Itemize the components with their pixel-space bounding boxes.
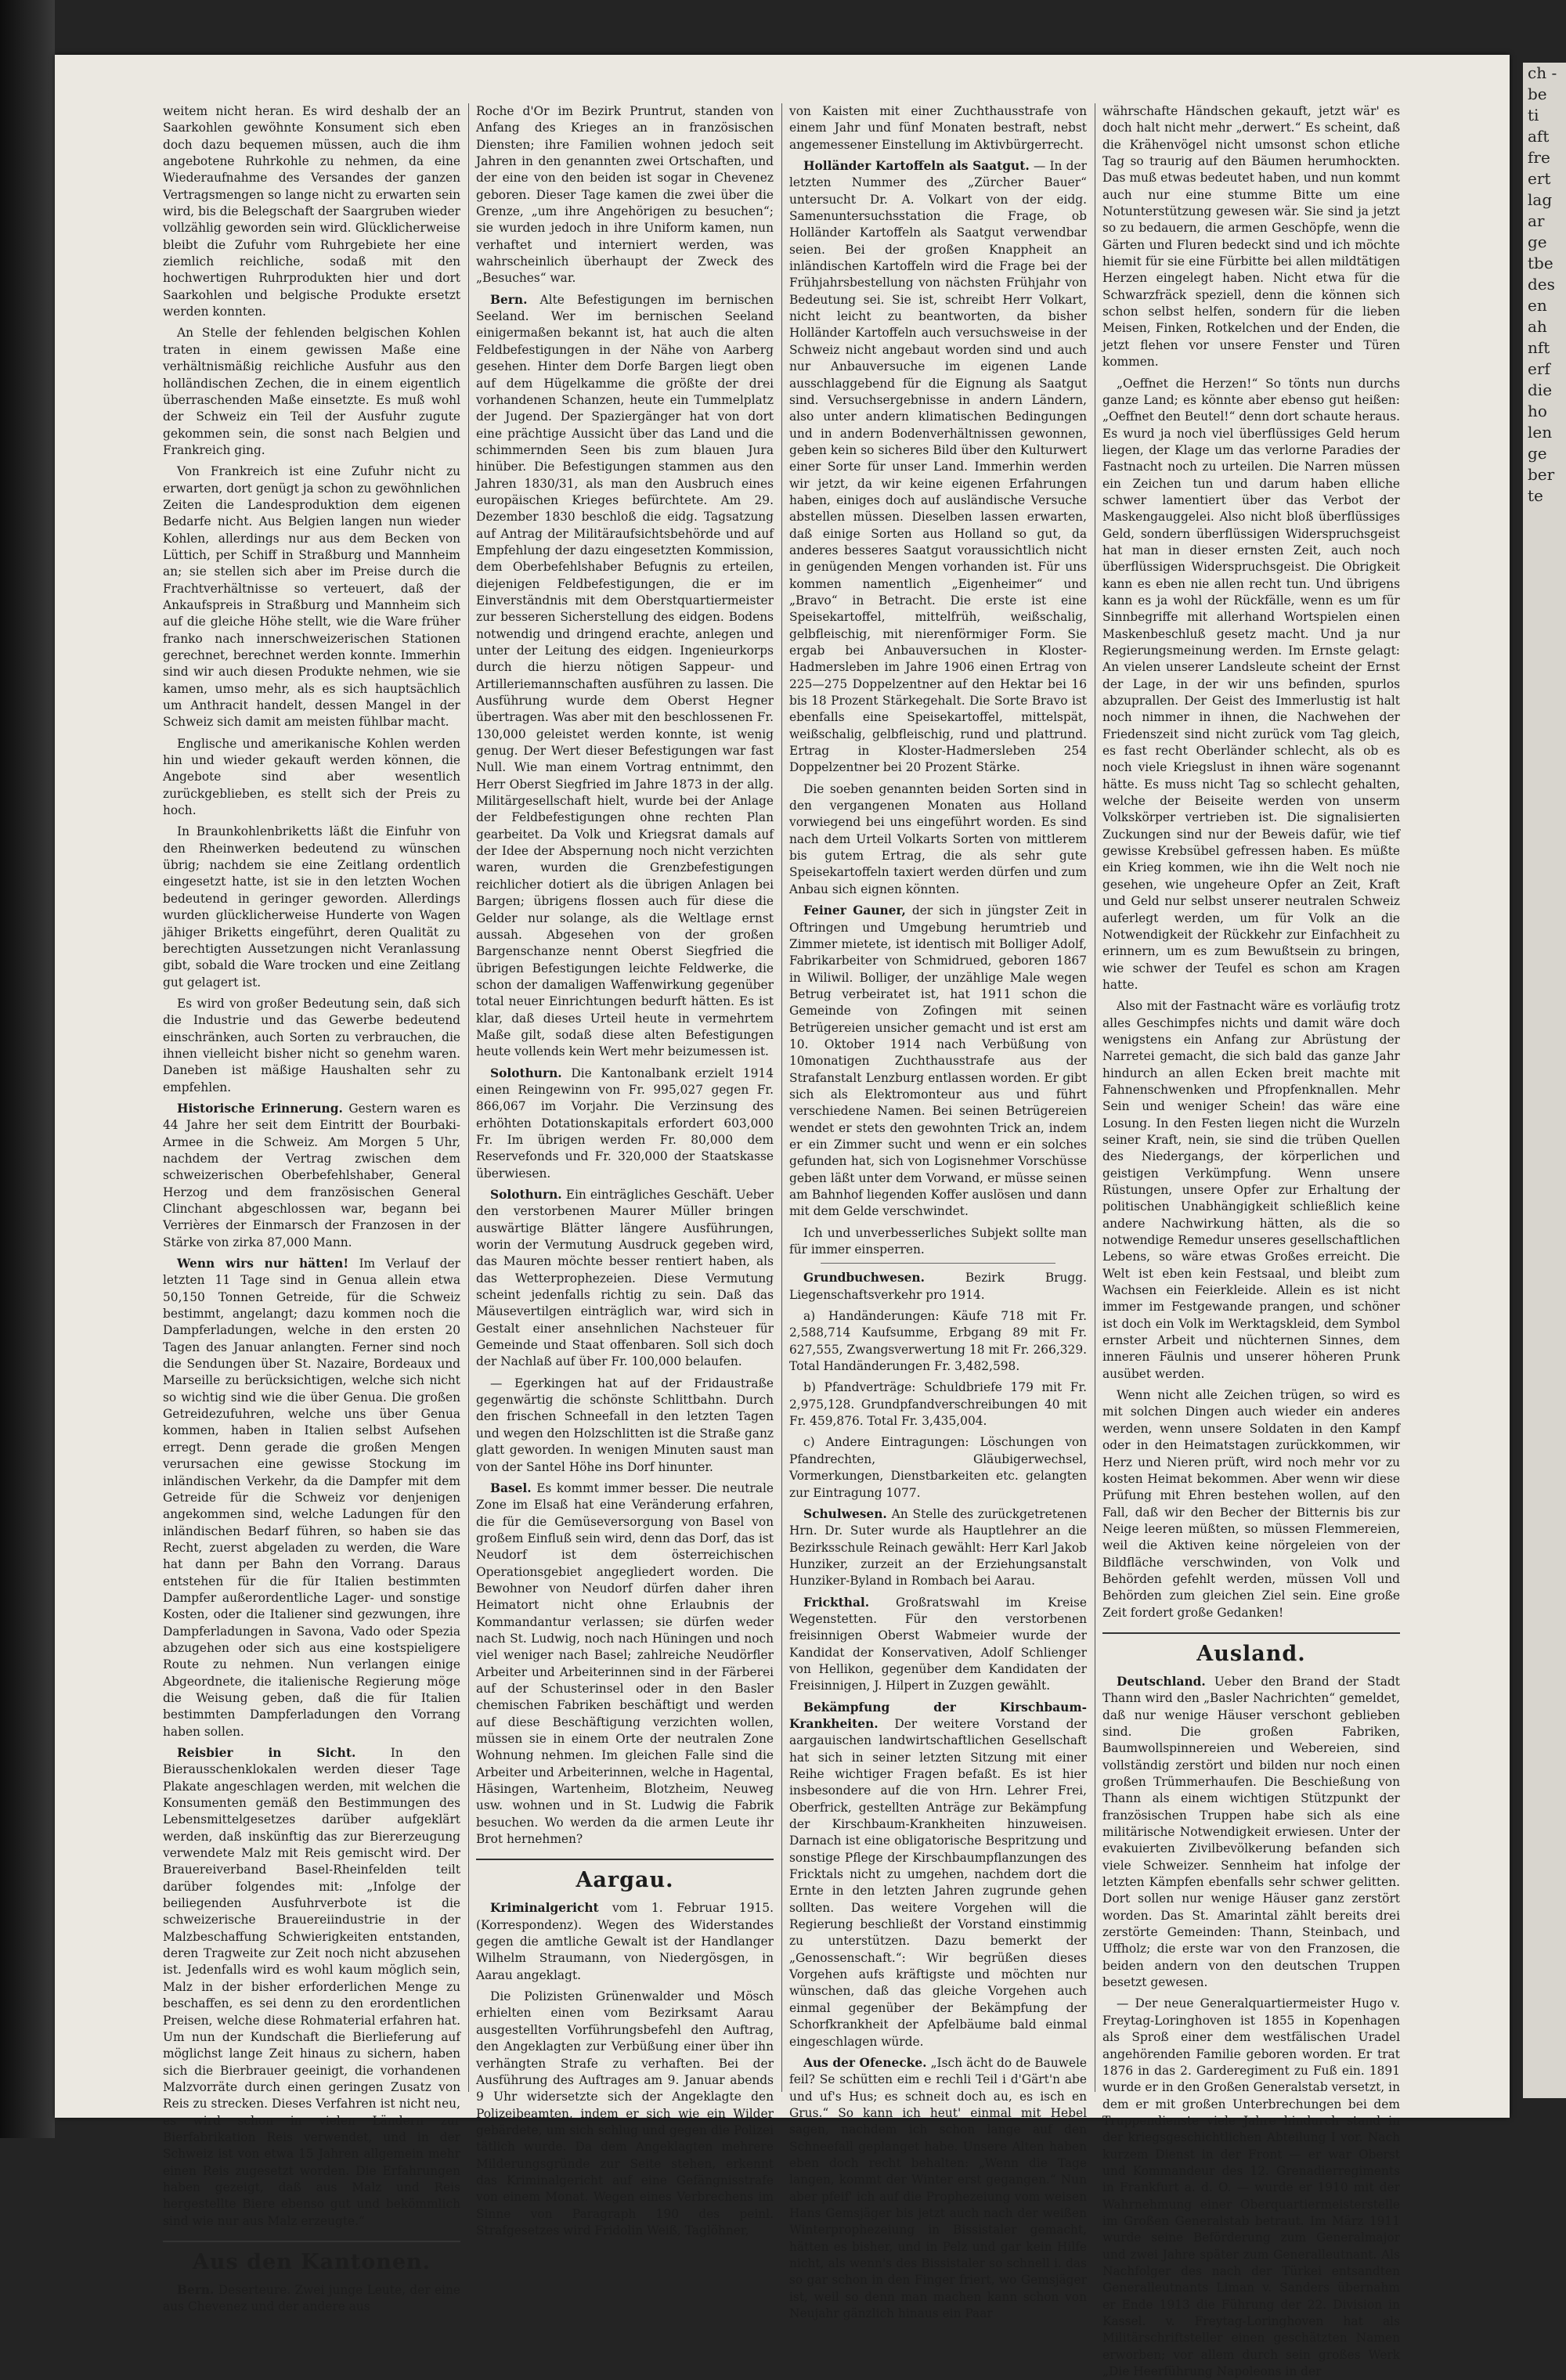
adjacent-page-text-fragment: lag: [1528, 190, 1553, 209]
news-item-text: Es kommt immer besser. Die neutrale Zone im Elsaß hat eine Veränderung erfahren, die für die Gemüseversorgung von Basel von großem Einfluß sein wird, denn das Dorf, das ist Neudorf ist dem österreichischen Operationsgebiet angegliedert worden. Die Bewohner von Neudorf dürfen daher ihren Heimatort nicht ohne Erlaubnis der Kommandantur verlassen; sie dürfen weder nach St. Ludwig, noch nach Hüningen und noch viel weniger nach Basel; zahlreiche Neudörfler Arbeiter und Arbeiterinnen sind in der Färberei auf der Schusterinsel oder in den Basler chemischen Fabriken beschäftigt und werden auf diese Beschäftigung verzichten wollen, müssen sie in einem Orte der neutralen Zone Wohnung nehmen. Im gleichen Falle sind die Arbeiter und Arbeiterinnen, welche in Hagental, Häsingen, Wartenheim, Blotzheim, Neuweg usw. wohnen und in St. Ludwig die Fabrik besuchen. Wo werden da die armen Leute ihr Brot hernehmen?: [476, 1480, 774, 1847]
newspaper-page: [55, 55, 1510, 2379]
adjacent-page-text-fragment: ti: [1528, 106, 1539, 124]
adjacent-page-text-fragment: ar: [1528, 211, 1545, 230]
news-item: [789, 903, 1087, 1221]
news-item-lead: Solothurn.: [490, 1188, 562, 1202]
paragraph: Wenn nicht alle Zeichen trügen, so wird es mit solchen Dingen auch wieder ein anderes werden, wenn unsere Soldaten in den Kampf oder in den Heimatstagen zurückkommen, wir Herz und Nieren prüft, wird noch mehr vor zu kosten Heimat bekommen. Aber wenn wir diese Prüfung mit Ehren bestehen wollen, auf den Fall, daß wir den Becher der Bitternis bis zur Neige leeren müßten, so müssen Flemmereien, weil die Aktiven keine nörgeleien von der Bildfläche verschwinden, von Volk und Behörden gefehlt werden, müssen Voll und Behörden zum gleichen Ziel sein. Eine große Zeit fordert große Gedanken!: [1102, 1388, 1400, 1620]
news-item-lead: Reisbier in Sicht.: [177, 1746, 356, 1760]
scan-background-left: [0, 0, 55, 2138]
paragraph: währschafte Händschen gekauft, jetzt wär' es doch halt nicht mehr „derwert.“ Es scheint, daß die Krähenvögel nicht umsonst schon etliche Tag so traurig auf den Bäumen herumhockten. Das muß etwas bedeutet haben, und nun kommt auch nur eine stumme Bitte um eine Notunterstützung gewesen wär. Sie sind ja jetzt so zu bedauern, die armen Geschöpfe, wenn die Gärten und Fluren bedeckt sind und ich möchte hiemit für sie eine Fürbitte bei allen mildtätigen Herzen eingelegt haben. Nicht etwa für die Schwarzfräck speziell, denn die können sich schon selbst helfen, sondern für die lieben Meisen, Finken, Rotkelchen und der Enden, die jetzt flehen vor unsere Fenster und Türen kommen.: [1102, 104, 1400, 370]
news-item-text: Der weitere Vorstand der aargauischen landwirtschaftlichen Gesellschaft hat sich in seiner letzten Sitzung mit einer Reihe wichtiger Fragen befaßt. Es ist hier insbesondere auf die von Hrn. Lehrer Frei, Oberfrick, gestellten Anträge zur Bekämpfung der Kirschbaum-Krankheiten hinzuweisen. Darnach ist eine obligatorische Bespritzung und sonstige Pflege der Kirschbaumpflanzungen des Fricktals nicht zu umgehen, nachdem dort die Ernte in den letzten Jahren zugrunde gehen sollten. Das weitere Vorgehen will die Regierung beschließt der Vorstand einstimmig zu unterstützen. Dazu bemerkt der „Genossenschaft.“: Wir begrüßen dieses Vorgehen aufs kräftigste und möchten nur wünschen, daß das gleiche Vorgehen auch einmal gegenüber der Bekämpfung der Schorfkrankheit der Apfelbäume bald einmal eingeschlagen würde.: [789, 1716, 1087, 2049]
section-heading: Aus den Kantonen.: [163, 2241, 460, 2274]
paragraph: Also mit der Fastnacht wäre es vorläufig trotz alles Geschimpfes nichts und damit wäre doch wenigstens ein Anfang zur Abrüstung der Narretei gemacht, die sich bald das ganze Jahr hindurch an allen Ecken breit machte mit Fahnenschwenken und Pfropfenknallen. Mehr Sein und weniger Schein! das wäre eine Losung. In den Festen liegen nicht die Wurzeln seiner Kraft, nein, sie sind die trüben Quellen des Niedergangs, der körperlichen und geistigen Verkümpfung. Wenn unsere Rüstungen, unsere Opfer zur Erhaltung der politischen Unabhängigkeit schließlich keine andere Nachwirkung hätten, als die so notwendige Remedur unseres gesellschaftlichen Lebens, so wäre etwas Großes erreicht. Die Welt ist eben kein Festsaal, und bleibt zum Wachsen ein Feierkleide. Allein es ist nicht immer im Festgewande prangen, und schöner ist doch ein Volk im Werktagskleid, dem Symbol ernster Arbeit und nüchternen Sinnes, dem inneren Fäulnis und unserer höheren Prunk ausübet werden.: [1102, 999, 1400, 1381]
news-item: [163, 1745, 460, 2230]
section-heading: Ausland.: [1102, 1632, 1400, 1666]
news-item-text: Bezirk Brugg. Liegenschaftsverkehr pro 1914.: [789, 1271, 1087, 1302]
news-item: [789, 1506, 1087, 1590]
news-item-lead: Bekämpfung der Kirschbaum-Krankheiten.: [789, 1700, 1087, 1731]
news-item: [476, 292, 774, 1061]
paragraph: — Der neue Generalquartiermeister Hugo v. Freytag-Loringhoven ist 1855 in Kopenhagen als Sproß einer dem westfälischen Uradel angehörenden Familie geboren worden. Er trat 1876 in das 2. Garderegiment zu Fuß ein. 1891 wurde er in den Großen Generalstab versetzt, in dem er mit großen Unterbrechungen bei dem Truppendienste viele Jahre hindurch stand in der kriegsgeschichtlichen Abteilung I vor. Nach kurzem Dienst in der Front — er war Oberst und Kommandeur des 12. Grenadierregiments in Frankfurt a. d. O. — wurde er 1910 mit der Wahrnehmung einer Oberquartiermeisterstelle im Großen Generalstab betraut. Im März 1911 wurde seine Beförderung zum Generalmajor und zwei Jahre später zum Generalleutnant. Als Nachfolger des nach der Türkei entsandten Generalleutnants Liman v. Sanders übernahm er Ende 1913 die Führung der 22. Division in Kassel. v. Freytag-Loringhoven hat als Militärschriftsteller einen geschätzten Namen erworben; vor allem durch sein großes Werk „Die Heerführung Napoleons in der: [1102, 1996, 1400, 2379]
news-item-text: Die Kantonalbank erzielt 1914 einen Reingewinn von Fr. 995,027 gegen Fr. 866,067 im Vorjahr. Die Verzinsung des erhöhten Dotationskapitals erfordert 603,000 Fr. Im übrigen werden Fr. 80,000 dem Reservefonds und Fr. 320,000 der Staatskasse überwiesen.: [476, 1066, 774, 1181]
news-item-text: An Stelle des zurückgetretenen Hrn. Dr. Suter wurde als Hauptlehrer an die Bezirksschule Reinach gewählt: Herr Karl Jakob Hunziker, zurzeit an der Erziehungsanstalt Hunziker-Byland in Rombach bei Aarau.: [789, 1506, 1087, 1588]
column-3: [789, 103, 1087, 2320]
paragraph: „Oeffnet die Herzen!“ So tönts nun durchs ganze Land; es könnte aber ebenso gut heißen: „Oeffnet den Beutel!“ denn dort schaute heraus. Es wurd ja noch viel überflüssiges Geld herum liegen, der Klage um das verlorne Paradies der Fastnacht noch zu urteilen. Die Narren müssen ein Zeichen tun und darum haben elliche schwer lamentiert über das Verbot der Maskengauggelei. Also nicht bloß überflüssiges Geld, sondern überflüssigen Widerspruchsgeist hat man in dieser ernsten Zeit, auch noch überflüssigen Widerspruchsgeist. Die Obrigkeit kann es eben nie allen recht tun. Und übrigens kann es ja wohl der Rückfälle, wenn es um für Sinnbegriffe mit allerhand Wortspielen einen Maskenbeschluß gesetz macht. Und ja nur Regierungsmeinung werden. Im Ernste gelagt: An vielen unserer Landsleute scheint der Ernst der Lage, in der wir uns befinden, spurlos abzuprallen. Der Geist des Immerlustig ist halt noch nimmer in ihnen, die Nachwehen der Friedenszeit sind nicht zurück vom Tag gleich, es fast recht Oberländer schlecht, als ob es noch viele Kriegslust in ihnen wäre sogenannt hätte. Es muss nicht Tag so schlecht gehalten, welche der Beiseite werden von unserm Volkskörper vertrieben ist. Die signalisierten Zuckungen sind nur der Beweis dafür, wie tief gewisse Krebsübel gefressen haben. Es müßte ein Krieg kommen, wie ihn die Welt noch nie gesehen, wie ungeheure Opfer an Zeit, Kraft und Geld nur selbst unserer neutralen Schweiz auferlegt werden, um für Volk an die Notwendigkeit der Rückkehr zur Einfachheit zu erinnern, um es zum Bewußtsein zu bringen, wie schwer der Teufel es schon am Kragen hatte.: [1102, 376, 1400, 992]
paragraph: Von Frankreich ist eine Zufuhr nicht zu erwarten, dort genügt ja schon zu gewöhnlichen Zeiten die Landesproduktion dem eigenen Bedarfe nicht. Aus Belgien langen nun wieder Kohlen, allerdings nur aus dem Becken von Lüttich, per Schiff in Straßburg und Mannheim an; sie stellen sich aber im Preise durch die Frachtverhältnisse so verteuert, daß der Ankaufspreis in Straßburg und Mannheim sich auf die gleiche Höhe stellt, wie die Ware früher franko nach innerschweizerischen Stationen gerechnet, berechnet werden konnte. Immerhin sind wir auch diesen Produkte nehmen, wie sie kamen, umso mehr, als es sich hauptsächlich um Anthracit handelt, dessen Mangel in der Schweiz sich damit am meisten fühlbar macht.: [163, 464, 460, 730]
column-rule: [781, 103, 782, 2092]
adjacent-page-edge: [1523, 63, 1566, 2098]
news-item: [1102, 1674, 1400, 1992]
news-item: [789, 2055, 1087, 2323]
column-4: [1102, 103, 1400, 2379]
adjacent-page-text-fragment: des: [1528, 275, 1555, 294]
adjacent-page-text-fragment: die: [1528, 380, 1553, 399]
column-rule: [468, 103, 469, 2092]
news-item-text: In den Bierausschenklokalen werden dieser Tage Plakate angeschlagen werden, mit welchen die Konsumenten gemäß den Bestimmungen des Lebensmittelgesetzes darüber aufgeklärt werden, daß inskünftig das zur Biererzeugung verwendete Malz mit Reis gemischt wird. Der Brauereiverband Basel-Rheinfelden teilt darüber folgendes mit: „Infolge der beiliegenden Ausfuhrverbote ist die schweizerische Brauereiindustrie in der Malzbeschaffung Schwierigkeiten entstanden, deren Tragweite zur Zeit noch nicht abzusehen ist. Jedenfalls wird es wohl kaum möglich sein, Malz in der bisher erforderlichen Menge zu beschaffen, es sei denn zu den erordentlichen Preisen, welche diese Rohmaterial erfahren hat. Um nun der Kundschaft die Bierlieferung auf möglichst lange Zeit hinaus zu sichern, haben sich die Bierbrauer geeinigt, die vorhandenen Malzvorräte durch einen geringen Zusatz von Reis zu strecken. Dieses Verfahren ist nicht neu, es wird schon in vielen Ländern zur Bierfabrikation Reis verwendet, und in der Schweiz ist von etwa 15 Jahren allgemein mehr einen Reis zugesetzt worden. Die Erfahrungen haben gezeigt, daß aus Malz und Reis hergestellte Biere ebenso gut und bekömmlich sind wie nur aus Malz erzeugte.“: [163, 1746, 460, 2228]
divider: [821, 1263, 1055, 1264]
adjacent-page-text-fragment: ge: [1528, 444, 1547, 463]
adjacent-page-text-fragment: fre: [1528, 148, 1550, 167]
news-item: [476, 1187, 774, 1371]
column-2: [476, 103, 774, 2238]
news-item-text: Deserteure. Zwei junge Leute, der eine aus Chevenez und der andere aus: [163, 2282, 460, 2314]
adjacent-page-text-fragment: ho: [1528, 402, 1547, 420]
adjacent-page-text-fragment: ber: [1528, 465, 1555, 484]
adjacent-page-text-fragment: ge: [1528, 233, 1547, 251]
news-item-lead: Solothurn.: [490, 1066, 562, 1080]
news-item-lead: Grundbuchwesen.: [803, 1271, 925, 1286]
adjacent-page-text-fragment: tbe: [1528, 254, 1553, 272]
paragraph: Roche d'Or im Bezirk Pruntrut, standen von Anfang des Krieges an in französischen Diensten; ihre Familien wohnen jedoch seit Jahren in den genannten zwei Ortschaften, und der eine von den beiden ist sogar in Chevenez geboren. Dieser Tage kamen die zwei über die Grenze, „um ihre Angehörigen zu besuchen“; sie wurden jedoch in ihre Uniform kamen, nun verhaftet und interniert werden, was wahrscheinlich überhaupt der Zweck des „Besuches“ war.: [476, 104, 774, 286]
news-item-text: — In der letzten Nummer des „Zürcher Bauer“ untersucht Dr. A. Volkart von der eidg. Samenuntersuchsstation die Frage, ob Holländer Kartoffeln als Saatgut verwendbar seien. Bei der großen Knappheit an inländischen Kartoffeln wird die Frage bei der Frühjahrsbestellung von nächsten Frühjahr von Bedeutung sei. Sie ist, schreibt Herr Volkart, nicht leicht zu beantworten, da bisher Holländer Kartoffeln auch versuchsweise in der Schweiz nicht angebaut worden sind und auch nur Anbauversuche im eigenen Lande ausschlaggebend für die Eignung als Saatgut sind. Versuchsergebnisse in andern Ländern, also unter andern klimatischen Bedingungen und in andern Bodenverhältnissen gewonnen, geben kein so sicheres Bild über den Kulturwert einer Sorte für unser Land. Immerhin werden wir jetzt, da wir keine eigenen Erfahrungen haben, einiges doch auf ausländische Versuche abstellen müssen. Dieselben lassen erwarten, daß einige Sorten aus Holland so gut, da anderes besseres Saatgut voraussichtlich nicht in genügenden Mengen vorhanden ist. Für uns kommen namentlich „Eigenheimer“ und „Bravo“ in Betracht. Die erste ist eine Speisekartoffel, mittelfrüh, weißschalig, gelbfleischig, mit nierenförmiger Form. Sie ergab bei Anbauversuchen in Kloster-Hadmersleben im Jahre 1906 einen Ertrag von 225—275 Doppelzentner auf den Hektar bei 16 bis 18 Prozent Stärkegehalt. Die Sorte Bravo ist ebenfalls eine Speisekartoffel, mittelspät, weißschalig, gelbfleischig, rund und plattrund. Ertrag in Kloster-Hadmersleben 254 Doppelzentner bei 20 Prozent Stärke.: [789, 159, 1087, 775]
news-item: [476, 1480, 774, 1848]
news-item-lead: Bern.: [177, 2282, 215, 2297]
news-item: [163, 2282, 460, 2316]
news-item-lead: Kriminalgericht: [490, 1901, 599, 1916]
adjacent-page-text-fragment: len: [1528, 423, 1553, 442]
column-1: [163, 103, 460, 2314]
news-item: [163, 1101, 460, 1251]
news-item-text: vom 1. Februar 1915. (Korrespondenz). Wegen des Widerstandes gegen die amtliche Gewalt ist der Handlanger Wilhelm Straumann, von Niedergösgen, in Aarau angeklagt.: [476, 1901, 774, 1982]
news-item-lead: Schulwesen.: [803, 1506, 887, 1521]
paragraph: b) Pfandverträge: Schuldbriefe 179 mit Fr. 2,975,128. Grundpfandverschreibungen 40 mit Fr. 459,876. Total Fr. 3,435,004.: [789, 1380, 1087, 1429]
adjacent-page-text-fragment: aft: [1528, 127, 1550, 146]
news-item-text: Großratswahl im Kreise Wegenstetten. Für den verstorbenen freisinnigen Oberst Wabmeier wurde der Kandidat der Konservativen, Adolf Schlienger von Hellikon, gegenüber dem Kandidaten der Freisinnigen, J. Hilpert in Zuzgen gewählt.: [789, 1595, 1087, 1693]
news-item: [789, 1700, 1087, 2050]
news-item-lead: Wenn wirs nur hätten!: [177, 1257, 349, 1271]
news-item: [789, 158, 1087, 777]
news-item-lead: Deutschland.: [1117, 1674, 1206, 1689]
paragraph: — Egerkingen hat auf der Fridaustraße gegenwärtig die schönste Schlittbahn. Durch den frischen Schneefall in den letzten Tagen und wegen den Holzschlitten ist die Straße ganz glatt geworden. In wenigen Minuten saust man von der Santel Höhe ins Dorf hinunter.: [476, 1376, 774, 1474]
adjacent-page-text-fragment: en: [1528, 296, 1547, 315]
news-item-text: Ueber den Brand der Stadt Thann wird den „Basler Nachrichten“ gemeldet, daß nur wenige Häuser verschont geblieben sind. Die großen Fabriken, Baumwollspinnereien und Webereien, sind vollständig zerstört und bilden nur noch einen großen Trümmerhaufen. Die Beschießung von Thann als einem wichtigen Stützpunkt der französischen Truppen habe sich als eine militärische Notwendigkeit erwiesen. Unter der evakuierten Zivilbevölkerung befanden sich viele Schweizer. Sennheim hat infolge der letzten Kämpfen ebenfalls sehr schwer gelitten. Dort sollen nur wenige Häuser ganz zerstört worden. Das St. Amarintal zählt bereits drei zerstörte Gemeinden: Thann, Steinbach, und Uffholz; die erste war von den Franzosen, die beiden andern von den deutschen Truppen besetzt gewesen.: [1102, 1674, 1400, 1990]
adjacent-page-text-fragment: nft: [1528, 338, 1550, 357]
news-item-lead: Feiner Gauner,: [803, 903, 906, 918]
news-item-lead: Basel.: [490, 1480, 532, 1495]
news-item-text: „Isch ächt do de Bauwele feil? Se schütten eim e rechli Teil i d'Gärt'n abe und uf's Hus; es schneit doch au, es isch en Grus.“ So kann ich heut' einmal mit Hebel sagen, nachdem ich schon lange auf den Schneefall geplanget habe. Unsere Alten haben eben doch recht behalten: „Wenn die Tage langen, kommt der Winter erst gegangen.“ Nun aber pfeif' ich auf die Prophezeiung vom weisen Hans Gemsjäger bis jetzt auch nach der weißen Winterprophezeiung in Bissistaler gemacht, hätten es bisher, und in Pelz und gar kein Hilfe nicht, als wenn's des Bissistaler so schnell i. das so gar schon in den Finger friert, wo Gemsjäger ist, weil so denn man machen kann schon von Neujahr gänzlich hinaus ein Paar: [789, 2055, 1087, 2320]
news-item-text: Im Verlauf der letzten 11 Tage sind in Genua allein etwa 50,150 Tonnen Getreide, für die Schweiz bestimmt, angelangt; dazu kommen noch die Dampferladungen, welche in den ersten 20 Tagen des Januar anlangten. Ferner sind noch die Sendungen über St. Nazaire, Bordeaux und Marseille zu berücksichtigen, welche sich nicht so wichtig sind wie die über Genua. Die großen Getreidezufuhren, welche uns über Genua kommen, haben in Italien selbst Aufsehen erregt. Denn gerade die großen Mengen verursachen eine gewisse Stockung im inländischen Verkehr, da die Dampfer mit dem Getreide für die Schweiz vor denjenigen angekommen sind, welche Ladungen für den inländischen Bedarf führen, so haben sie das Recht, zuerst abgeladen zu werden, die Ware hat dann per Bahn den Vorrang. Daraus entstehen für die für Italien bestimmten Dampfer außerordentliche Lager- und sonstige Kosten, oder die Italiener sind gezwungen, ihre Dampferladungen in Savona, Vado oder Spezia abzugehen oder sich aus eine kostspieligere Route zu nehmen. Nun verlangen einige Abgeordnete, die italienische Regierung möge die Weisung geben, daß die für Italien bestimmten Dampferladungen den Vorrang haben sollen.: [163, 1257, 460, 1739]
paragraph: In Braunkohlenbriketts läßt die Einfuhr von den Rheinwerken bedeutend zu wünschen übrig; nachdem sie eine Zeitlang ordentlich eingesetzt hatte, ist sie in den letzten Wochen bedeutend in geringer geworden. Allerdings wurden glücklicherweise Hunderte von Wagen jähiger Briketts eingeführt, deren Qualität zu berechtigten Aussetzungen nicht Veranlassung gibt, sobald die Ware trocken und eine Zeitlang gut gelagert ist.: [163, 824, 460, 990]
paragraph: Die Polizisten Grünenwalder und Mösch erhielten einen vom Bezirksamt Aarau ausgestellten Vorführungsbefehl den Auftrag, den Angeklagten zur Verbüßung einer über ihn verhängten Strafe zu verhaften. Bei der Ausführung des Auftrages am 9. Januar abends 9 Uhr widersetzte sich der Angeklagte den Polizeibeamten, indem er sich wie ein Wilder gebärdete, um sich schlug und gegen die Polizei tätlich wurde. Da dem Angeklagten mehrere Milderungsgründe zur Seite stehen, erkennt das Kriminalgericht auf eine Gefängnisstrafe von einem Monat. Wegen eines Verbrechens im Sinne von Paragraph 190 des peinl. Strafgesetzes wird Fridolin Weiß, Taglöhner,: [476, 1989, 774, 2238]
adjacent-page-text-fragment: te: [1528, 486, 1543, 505]
news-item-lead: Frickthal.: [803, 1595, 870, 1610]
news-item-text: der sich in jüngster Zeit in Oftringen und Umgebung herumtrieb und Zimmer mietete, ist identisch mit Bolliger Adolf, Fabrikarbeiter von Schmidrued, geboren 1867 in Wiliwil. Bolliger, der unzählige Male wegen Betrug verbeiratet ist, hat 1911 schon die Gemeinde von Zofingen mit seinen Betrügereien unsicher gemacht und ist erst am 10. Oktober 1914 nach Verbüßung von 10monatigen Zuchthausstrafe aus der Strafanstalt Lenzburg entlassen worden. Er gibt sich als Elektromonteur aus und führt verschiedene Namen. Bei seinen Betrügereien wendet er stets den gewohnten Trick an, indem er ein Zimmer sucht und wenn er ein solches gefunden hat, sich von Logisnehmer Vorschüsse geben läßt unter dem Vorwand, er müsse seinen am Bahnhof liegenden Koffer auslösen und dann mit dem Gelde verschwindet.: [789, 903, 1087, 1219]
paragraph: weitem nicht heran. Es wird deshalb der an Saarkohlen gewöhnte Konsument sich eben doch dazu bequemen müssen, auch die ihm angebotene Ruhrkohle zu nehmen, da eine Wiederaufnahme des Versandes der ganzen Vertragsmengen so lange nicht zu erwarten sein wird, bis die Belegschaft der Saargruben wieder vollzählig geworden sein wird. Glücklicherweise bleibt die Zufuhr vom Ruhrgebiete her eine ziemlich reichliche, sodaß mit den hochwertigen Ruhrprodukten hier und dort Saarkohlen und belgische Produkte ersetzt werden konnten.: [163, 104, 460, 319]
adjacent-page-text-fragment: be: [1528, 85, 1547, 103]
news-item: [163, 1256, 460, 1740]
paragraph: Die soeben genannten beiden Sorten sind in den vergangenen Monaten aus Holland vorwiegend bei uns eingeführt worden. Es sind nach dem Urteil Volkarts Sorten von mittlerem bis gutem Ertrag, die als sehr gute Speisekartoffeln taxiert werden dürfen und zum Anbau sich eignen könnten.: [789, 781, 1087, 896]
news-item-lead: Aus der Ofenecke.: [803, 2055, 927, 2070]
news-item: [789, 1595, 1087, 1695]
news-item-lead: Historische Erinnerung.: [177, 1101, 343, 1116]
paragraph: Es wird von großer Bedeutung sein, daß sich die Industrie und das Gewerbe bedeutend einschränken, auch Sorten zu verbrauchen, die ihnen vielleicht bisher nicht so genehm waren. Daneben ist mäßige Haushalten sehr zu empfehlen.: [163, 996, 460, 1094]
adjacent-page-text-fragment: ch -: [1528, 63, 1557, 82]
section-heading: Aargau.: [476, 1859, 774, 1892]
adjacent-page-text-fragment: erf: [1528, 359, 1550, 378]
news-item-text: Gestern waren es 44 Jahre her seit dem Eintritt der Bourbaki-Armee in die Schweiz. Am Morgen 5 Uhr, nachdem der Vertrag zwischen dem schweizerischen Oberbefehlshaber, General Herzog und dem französischen General Clinchant abgeschlossen war, begann bei Verrières der Einmarsch der Franzosen in der Stärke von zirka 87,000 Mann.: [163, 1101, 460, 1250]
news-item-lead: Bern.: [490, 292, 528, 307]
paragraph: a) Handänderungen: Käufe 718 mit Fr. 2,588,714 Kaufsumme, Erbgang 89 mit Fr. 627,555, Zwangsverwertung 18 mit Fr. 266,329. Total Handänderungen Fr. 3,482,598.: [789, 1309, 1087, 1374]
news-item: [476, 1900, 774, 1984]
paragraph: c) Andere Eintragungen: Löschungen von Pfandrechten, Gläubigerwechsel, Vormerkungen, Dienstbarkeiten etc. gelangten zur Eintragung 1077.: [789, 1435, 1087, 1500]
adjacent-page-text-fragment: ah: [1528, 317, 1547, 336]
news-item: [789, 1270, 1087, 1304]
paragraph: Englische und amerikanische Kohlen werden hin und wieder gekauft werden können, die Angebote sind aber wesentlich zurückgeblieben, es stellt sich der Preis zu hoch.: [163, 736, 460, 818]
news-item: [476, 1066, 774, 1182]
paragraph: Ich und unverbesserliches Subjekt sollte man für immer einsperren.: [789, 1225, 1087, 1257]
paragraph: von Kaisten mit einer Zuchthausstrafe von einem Jahr und fünf Monaten bestraft, nebst angemessener Einstellung im Aktivbürgerrecht.: [789, 104, 1087, 152]
news-item-lead: Holländer Kartoffeln als Saatgut.: [803, 159, 1030, 174]
adjacent-page-text-fragment: ert: [1528, 169, 1551, 188]
paragraph: An Stelle der fehlenden belgischen Kohlen traten in einem gewissen Maße eine verhältnismäßig reichliche Ausfuhr aus den holländischen Zechen, die in einem eigentlich überraschenden Maße einsetzte. Es muß wohl der Schweiz ein Teil der Ausfuhr zugute gekommen sein, die sonst nach Belgien und Frankreich ging.: [163, 326, 460, 457]
news-item-text: Ein einträgliches Geschäft. Ueber den verstorbenen Maurer Müller bringen auswärtige Blätter längere Ausführungen, worin der Vermutung Ausdruck gegeben wird, das Mauren möchte besser rentiert haben, als das Wetterprophezeien. Diese Vermutung scheint jedenfalls richtig zu sein. Daß das Mäusevertilgen einträglich war, wird sich in Gestalt einer ansehnlichen Nachsteuer für Gemeinde und Staat offenbaren. Soll sich doch der Nachlaß auf über Fr. 100,000 belaufen.: [476, 1188, 774, 1369]
news-item-text: Alte Befestigungen im bernischen Seeland. Wer im bernischen Seeland einigermaßen bekannt ist, hat auch die alten Feldbefestigungen in der Nähe von Aarberg gesehen. Hinter dem Dorfe Bargen liegt oben auf dem Hügelkamme die größte der drei vorhandenen Schanzen, heute ein Tummelplatz der Jugend. Der Spaziergänger hat von dort eine prächtige Aussicht über das Land und die schimmernden Seen bis zum blauen Jura hinüber. Die Befestigungen stammen aus den Jahren 1830/31, als man den Ausbruch eines europäischen Krieges befürchtete. Am 29. Dezember 1830 beschloß die eidg. Tagsatzung auf Antrag der Militäraufsichtsbehörde und auf Empfehlung der dazu eingesetzten Kommission, dem Oberbefehlshaber Befugnis zu erteilen, diejenigen Feldbefestigungen, die er im Einverständnis mit dem Oberstquartiermeister zur besseren Sicherstellung des eidgen. Bodens notwendig und dringend erachte, anlegen und unter der Leitung des eidgen. Ingenieurkorps durch die hierzu nötigen Sappeur- und Artilleriemannschaften ausführen zu lassen. Die Ausführung wurde dem Oberst Hegner übertragen. Was aber mit den beschlossenen Fr. 130,000 geleistet werden konnte, ist wenig genug. Der Wert dieser Befestigungen war fast Null. Wie man einem Vortrag entnimmt, den Herr Oberst Siegfried im Jahre 1873 in der allg. Militärgesellschaft hielt, wurde bei der Anlage der Feldbefestigungen ohne rechten Plan gearbeitet. Da Volk und Kriegsrat damals auf der Idee der Abspernung noch nicht verzichten waren, wurden die Grenzbefestigungen reichlicher dotiert als die übrigen Anlagen bei Bargen; übrigens flossen auch für diese die Gelder nur solange, als die Weltlage ernst aussah. Abgesehen von der großen Bargenschanze nennt Oberst Siegfried die übrigen Befestigungen leichte Feldwerke, die schon der damaligen Waffenwirkung gegenüber total neuer Einrichtungen bedurft hätten. Es ist klar, daß dieses Urteil heute in vermehrtem Maße gilt, sodaß diese alten Befestigungen heute vollends kein Wert mehr beizumessen ist.: [476, 292, 774, 1059]
